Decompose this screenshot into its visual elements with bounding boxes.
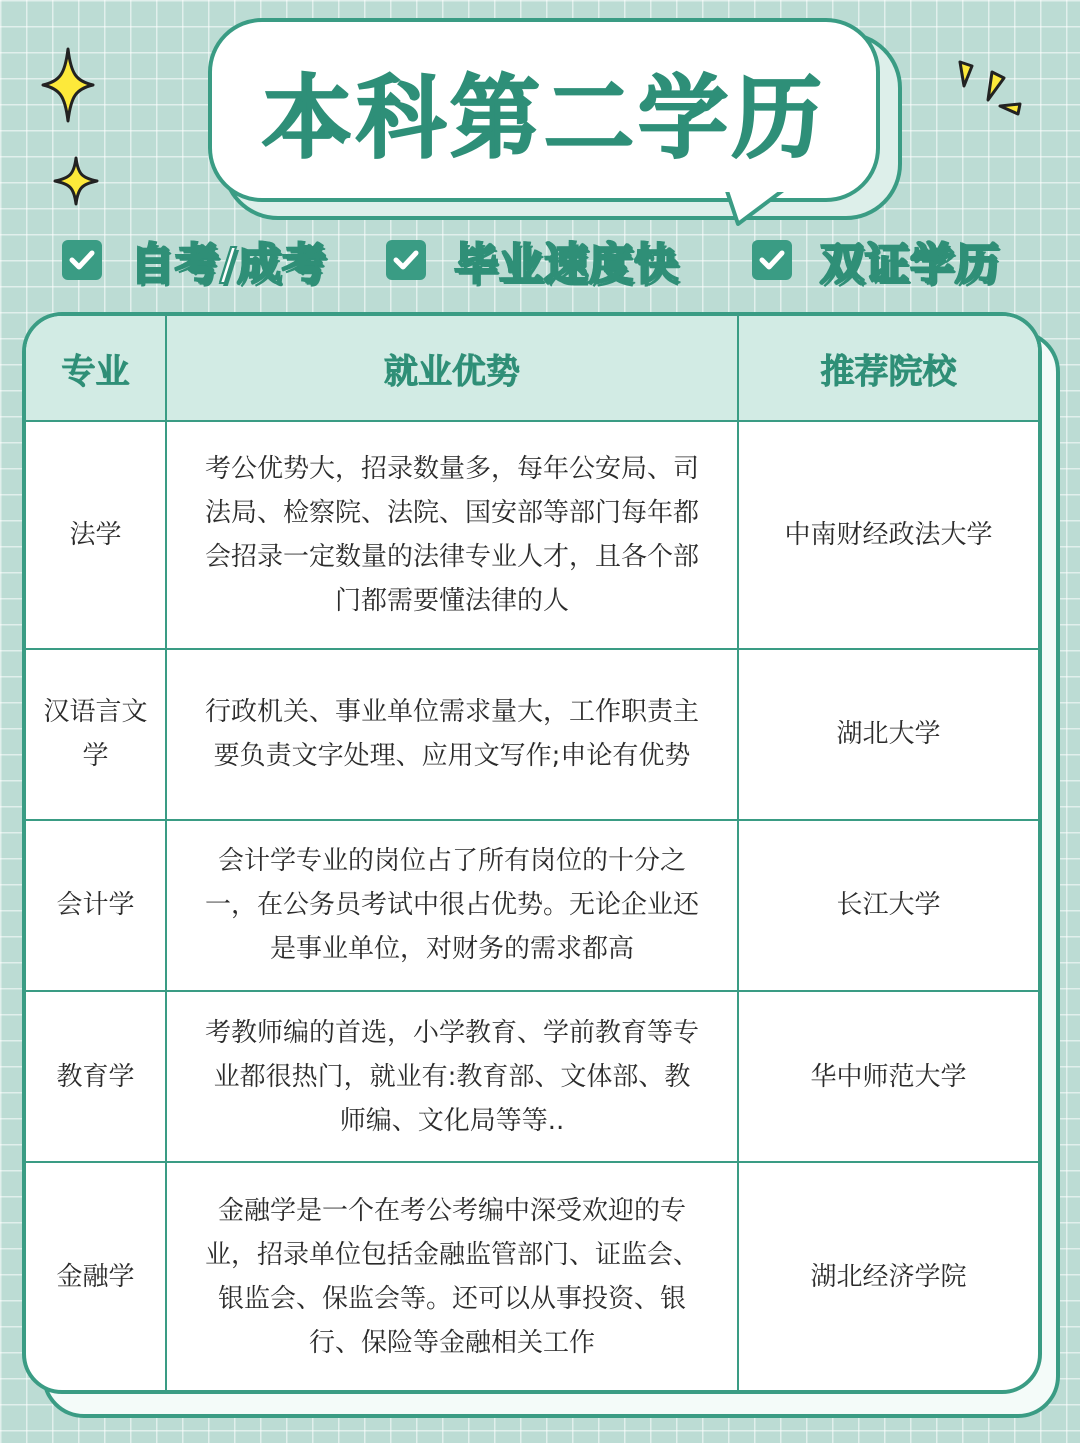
school-cell: 长江大学 bbox=[738, 820, 1038, 991]
page-title: 本科第二学历 bbox=[262, 66, 826, 171]
major-cell: 教育学 bbox=[26, 991, 166, 1162]
title-bubble bbox=[208, 18, 880, 202]
table-header-row bbox=[26, 316, 1038, 421]
checkbox-icon bbox=[752, 240, 792, 280]
checkbox-icon bbox=[386, 240, 426, 280]
table-row bbox=[26, 421, 1038, 649]
major-cell: 法学 bbox=[26, 421, 166, 649]
major-cell: 会计学 bbox=[26, 820, 166, 991]
check-item-fast-graduation bbox=[386, 232, 679, 288]
table-row bbox=[26, 991, 1038, 1162]
advantage-cell: 金融学是一个在考公考编中深受欢迎的专业，招录单位包括金融监管部门、证监会、银监会、保监会等。还可以从事投资、银行、保险等金融相关工作 bbox=[166, 1162, 738, 1390]
table-row bbox=[26, 649, 1038, 820]
column-header-school: 推荐院校 bbox=[738, 316, 1038, 421]
school-cell: 湖北大学 bbox=[738, 649, 1038, 820]
majors-table-card bbox=[22, 312, 1042, 1394]
school-cell: 湖北经济学院 bbox=[738, 1162, 1038, 1390]
school-cell: 中南财经政法大学 bbox=[738, 421, 1038, 649]
bubble-tail bbox=[724, 188, 794, 230]
major-cell: 金融学 bbox=[26, 1162, 166, 1390]
advantage-cell: 考公优势大，招录数量多，每年公安局、司法局、检察院、法院、国安部等部门每年都会招录一定数量的法律专业人才，且各个部门都需要懂法律的人 bbox=[166, 421, 738, 649]
majors-table bbox=[26, 316, 1038, 1390]
sparkle-icon bbox=[52, 155, 100, 207]
table-row bbox=[26, 1162, 1038, 1390]
column-header-advantage: 就业优势 bbox=[166, 316, 738, 421]
advantage-cell: 行政机关、事业单位需求量大，工作职责主要负责文字处理、应用文写作;申论有优势 bbox=[166, 649, 738, 820]
school-cell: 华中师范大学 bbox=[738, 991, 1038, 1162]
burst-icon bbox=[952, 56, 1024, 120]
advantage-cell: 会计学专业的岗位占了所有岗位的十分之一，在公务员考试中很占优势。无论企业还是事业单位，对财务的需求都高 bbox=[166, 820, 738, 991]
check-item-self-study bbox=[62, 232, 327, 288]
check-label: 双证学历 bbox=[820, 239, 1000, 290]
check-label: 毕业速度快 bbox=[454, 239, 679, 290]
check-label: 自考/成考 bbox=[130, 239, 328, 290]
check-item-dual-cert bbox=[752, 232, 1000, 288]
major-cell: 汉语言文学 bbox=[26, 649, 166, 820]
table-row bbox=[26, 820, 1038, 991]
advantage-cell: 考教师编的首选，小学教育、学前教育等专业都很热门，就业有:教育部、文体部、教师编、文化局等等.. bbox=[166, 991, 738, 1162]
sparkle-icon bbox=[40, 46, 96, 124]
column-header-major: 专业 bbox=[26, 316, 166, 421]
checkbox-icon bbox=[62, 240, 102, 280]
